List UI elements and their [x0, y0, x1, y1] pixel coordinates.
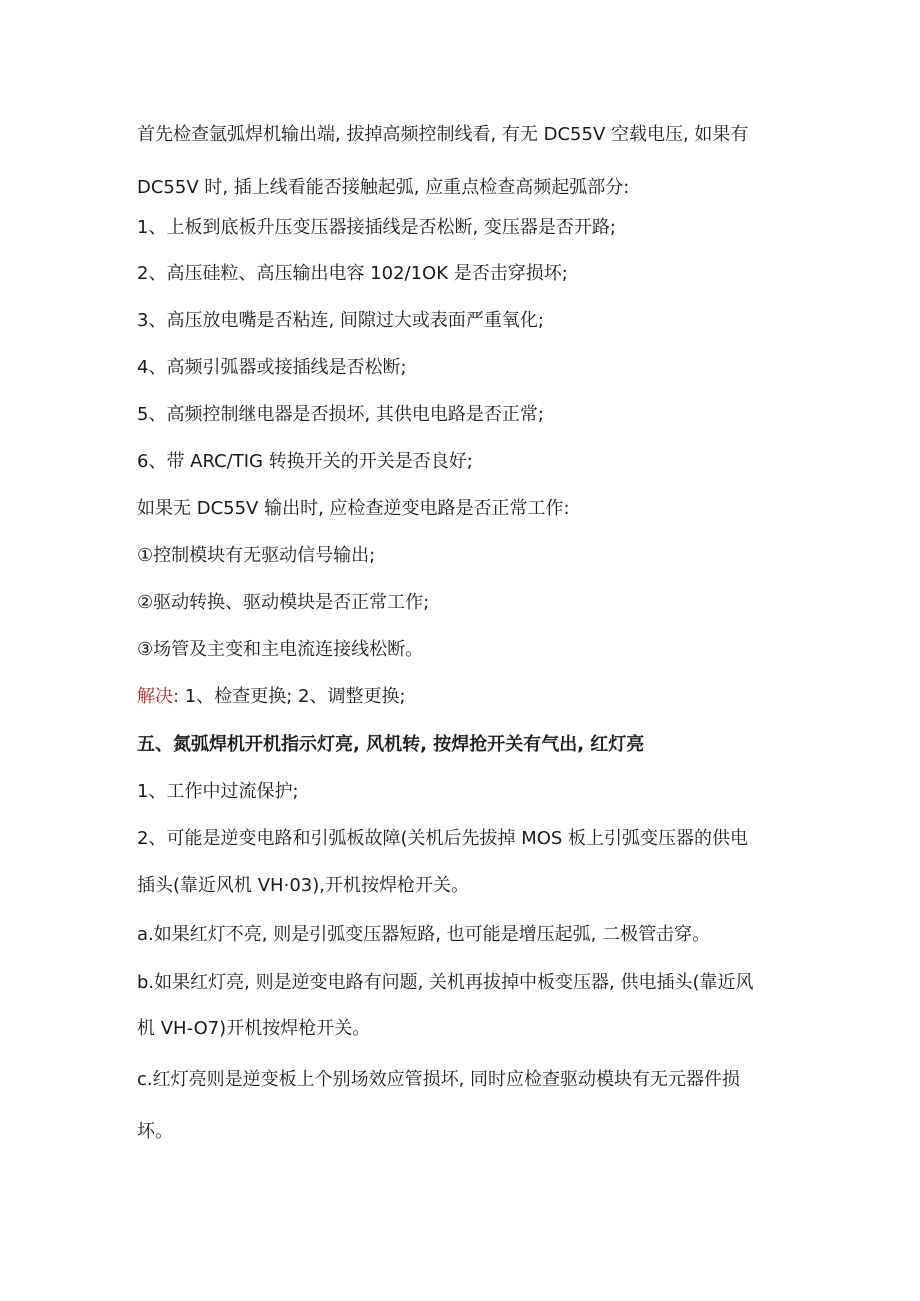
section-5-heading: 五、氮弧焊机开机指示灯亮, 风机转, 按焊抢开关有气出, 红灯亮: [137, 734, 645, 755]
no-output-intro: 如果无 DC55V 输出时, 应检查逆变电路是否正常工作:: [137, 498, 570, 519]
no-output-item-3: ③场管及主变和主电流连接线松断。: [137, 639, 424, 660]
section-5-item-b-line-1: b.如果红灯亮, 则是逆变电路有问题, 关机再拔掉中板变压器, 供电插头(靠近风: [137, 972, 754, 993]
high-freq-item-3: 3、高压放电嘴是否粘连, 间隙过大或表面严重氧化;: [137, 310, 544, 331]
high-freq-item-4: 4、高频引弧器或接插线是否松断;: [137, 357, 407, 378]
high-freq-item-5: 5、高频控制继电器是否损坏, 其供电电路是否正常;: [137, 404, 544, 425]
solution-label: 解决:: [137, 686, 180, 707]
section-5-item-2-line-2: 插头(靠近风机 VH·03),开机按焊枪开关。: [137, 875, 469, 896]
section-5-item-2-line-1: 2、可能是逆变电路和引弧板故障(关机后先拔掉 MOS 板上引弧变压器的供电: [137, 828, 749, 849]
no-output-item-2: ②驱动转换、驱动模块是否正常工作;: [137, 592, 430, 613]
section-5-item-1: 1、工作中过流保护;: [137, 781, 299, 802]
section-5-item-b-line-2: 机 VH-O7)开机按焊枪开关。: [137, 1018, 371, 1039]
high-freq-item-6: 6、带 ARC/TIG 转换开关的开关是否良好;: [137, 451, 473, 472]
high-freq-item-1: 1、上板到底板升压变压器接插线是否松断, 变压器是否开路;: [137, 217, 616, 238]
no-output-item-1: ①控制模块有无驱动信号输出;: [137, 545, 376, 566]
intro-line-1: 首先检查氩弧焊机输出端, 拔掉高频控制线看, 有无 DC55V 空载电压, 如果有: [137, 124, 749, 145]
section-5-item-a: a.如果红灯不亮, 则是引弧变压器短路, 也可能是增压起弧, 二极管击穿。: [137, 924, 711, 945]
section-5-item-c-line-2: 坏。: [137, 1121, 173, 1142]
high-freq-item-2: 2、高压硅粒、高压输出电容 102/1OK 是否击穿损坏;: [137, 263, 568, 284]
solution-line: [137, 684, 406, 710]
solution-text: 1、检查更换; 2、调整更换;: [179, 686, 406, 707]
intro-line-2: DC55V 时, 插上线看能否接触起弧, 应重点检查高频起弧部分:: [137, 177, 630, 198]
section-5-item-c-line-1: c.红灯亮则是逆变板上个别场效应管损坏, 同时应检查驱动模块有无元器件损: [137, 1069, 741, 1090]
